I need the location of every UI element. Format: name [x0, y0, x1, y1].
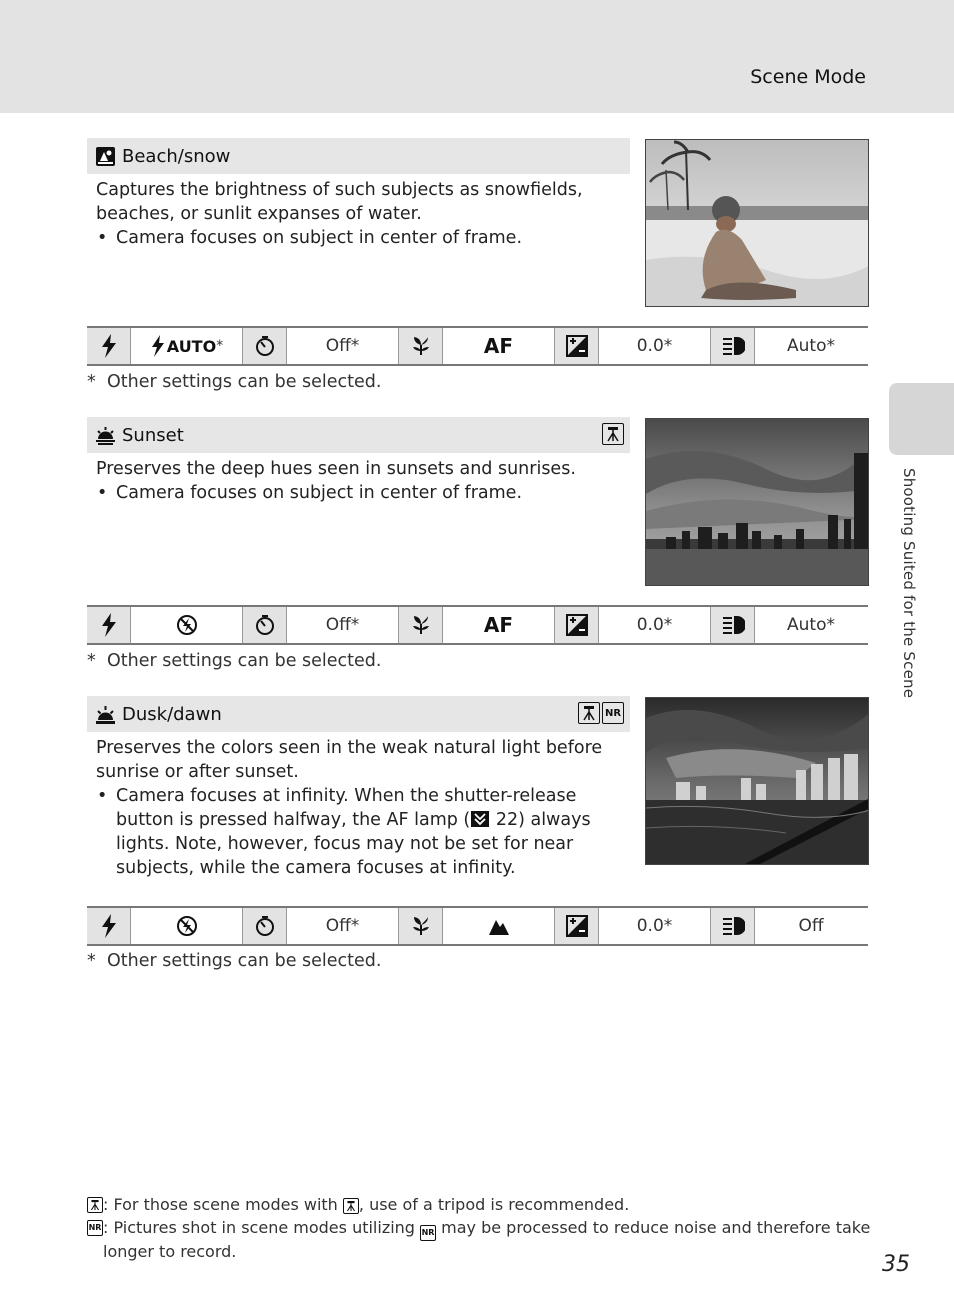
exposure-value: 0.0* — [599, 908, 711, 944]
section-description — [96, 457, 636, 505]
flash-mode-value — [131, 328, 243, 364]
macro-icon — [399, 328, 443, 364]
self-timer-icon — [243, 607, 287, 643]
flash-star: * — [216, 338, 224, 354]
mode-badges — [578, 702, 624, 724]
bullet-item: • Camera focuses on subject in center of frame. — [96, 226, 636, 250]
note-text: Other settings can be selected. — [107, 372, 382, 392]
self-timer-icon — [243, 328, 287, 364]
self-timer-icon — [243, 908, 287, 944]
header-band — [0, 0, 954, 113]
noise-reduction-icon: NR — [602, 702, 624, 724]
section-description — [96, 736, 636, 880]
exposure-compensation-icon — [555, 328, 599, 364]
note-star: * — [87, 651, 96, 671]
bullet-item: • Camera focuses on subject in center of frame. — [96, 481, 636, 505]
settings-note — [87, 651, 381, 671]
mode-badges — [602, 423, 624, 445]
settings-table — [87, 326, 868, 366]
tripod-icon — [343, 1198, 359, 1214]
section-sunset — [87, 417, 869, 677]
color-mode-value: Auto* — [787, 336, 835, 356]
bullet-item — [96, 784, 636, 880]
bullet-text-part1: Camera focuses at infinity. When the shutter-release button is pressed halfway, the AF lamp ( — [116, 786, 577, 830]
description-text: Captures the brightness of such subjects as snowfields, beaches, or sunlit expanses of water. — [96, 180, 583, 224]
note-star: * — [87, 951, 96, 971]
focus-mode-value: AF — [443, 328, 555, 364]
beach-snow-icon — [95, 146, 116, 167]
settings-table — [87, 605, 868, 645]
footnote-tripod-text-b: , use of a tripod is recommended. — [358, 1195, 630, 1214]
flash-off-icon — [131, 908, 243, 944]
section-title: Sunset — [122, 424, 184, 446]
exposure-value: 0.0* — [599, 607, 711, 643]
color-mode-value: Auto* — [787, 615, 835, 635]
settings-table — [87, 906, 868, 946]
section-beach-snow — [87, 138, 869, 398]
self-timer-value: Off* — [287, 328, 399, 364]
footnote-nr-text-a: : Pictures shot in scene modes utilizing — [103, 1218, 421, 1237]
noise-reduction-icon: NR — [420, 1225, 436, 1241]
sunset-photo — [645, 418, 869, 586]
tripod-icon — [602, 423, 624, 445]
footnote-nr — [87, 1217, 877, 1263]
color-mode-value: Off — [798, 916, 824, 936]
page-header-title: Scene Mode — [750, 66, 866, 88]
section-header — [87, 138, 630, 174]
flash-icon — [87, 607, 131, 643]
self-timer-value: Off* — [287, 607, 399, 643]
page-number: 35 — [882, 1252, 910, 1277]
exposure-value: 0.0* — [599, 328, 711, 364]
note-star: * — [87, 372, 96, 392]
noise-reduction-icon: NR — [87, 1220, 103, 1236]
side-tab — [889, 383, 954, 455]
color-mode-icon — [711, 908, 755, 944]
exposure-compensation-icon — [555, 908, 599, 944]
flash-auto-label: AUTO — [166, 336, 217, 356]
dusk-photo — [645, 697, 869, 865]
note-text: Other settings can be selected. — [107, 651, 382, 671]
section-dusk-dawn — [87, 696, 869, 986]
section-header — [87, 417, 630, 453]
bullet-text-part2: 22) always lights. Note, however, focus may not be set for near subjects, while the camera focuses at infinity. — [116, 810, 591, 878]
sunset-icon — [95, 425, 116, 446]
settings-note — [87, 372, 381, 392]
description-text: Preserves the colors seen in the weak natural light before sunrise or after sunset. — [96, 738, 603, 782]
flash-icon — [87, 328, 131, 364]
footnote-tripod-text-a: : For those scene modes with — [103, 1195, 343, 1214]
color-mode-icon — [711, 607, 755, 643]
footnote-tripod — [87, 1194, 877, 1216]
section-header — [87, 696, 630, 732]
self-timer-value: Off* — [287, 908, 399, 944]
beach-photo — [645, 139, 869, 307]
side-tab-label: Shooting Suited for the Scene — [900, 468, 918, 699]
macro-icon — [399, 607, 443, 643]
macro-icon — [399, 908, 443, 944]
color-mode-icon — [711, 328, 755, 364]
page-reference-icon — [470, 810, 490, 828]
settings-note — [87, 951, 381, 971]
infinity-focus-icon — [443, 908, 555, 944]
section-title: Dusk/dawn — [122, 703, 222, 725]
flash-icon — [87, 908, 131, 944]
flash-off-icon — [131, 607, 243, 643]
focus-mode-value: AF — [443, 607, 555, 643]
dusk-dawn-icon — [95, 704, 116, 725]
footnotes — [87, 1194, 877, 1263]
footnote-nr-text-b: may be processed to reduce noise and therefore take longer to record. — [103, 1218, 871, 1261]
note-text: Other settings can be selected. — [107, 951, 382, 971]
tripod-icon — [578, 702, 600, 724]
exposure-compensation-icon — [555, 607, 599, 643]
description-text: Preserves the deep hues seen in sunsets and sunrises. — [96, 459, 576, 479]
section-title: Beach/snow — [122, 145, 231, 167]
section-description — [96, 178, 636, 250]
tripod-icon — [87, 1197, 103, 1213]
